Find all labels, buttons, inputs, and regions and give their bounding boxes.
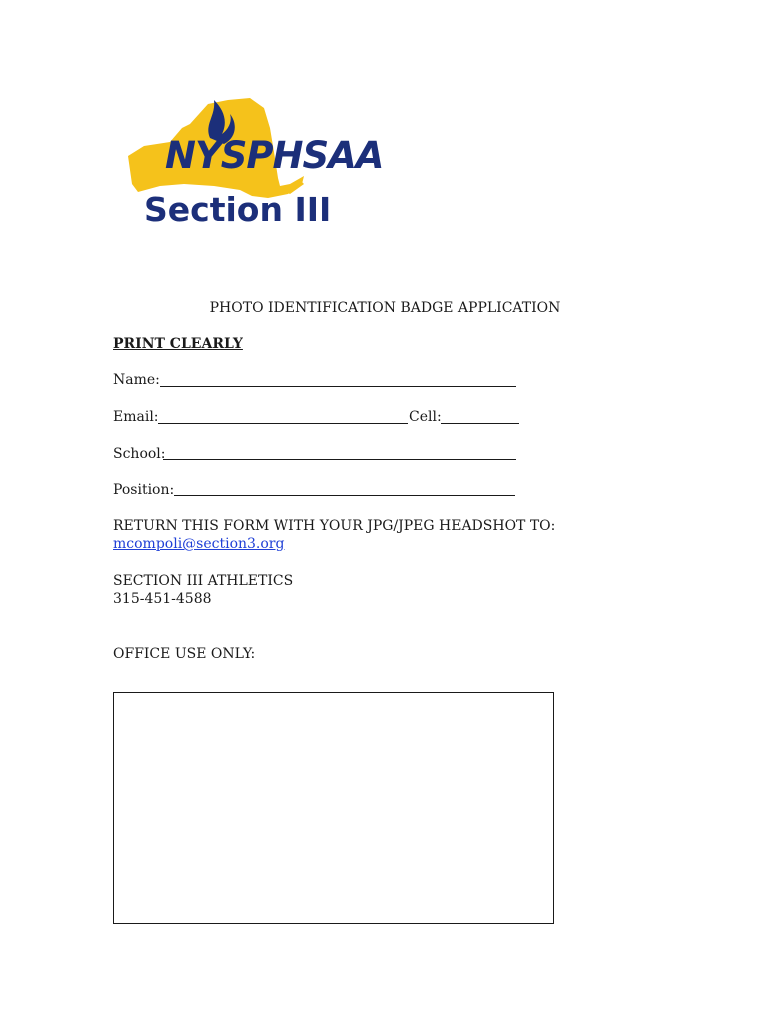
email-label: Email: [113,409,159,425]
cell-input-line[interactable] [441,423,519,424]
email-field-row [113,408,159,426]
school-input-line[interactable] [163,459,516,460]
contact-org: SECTION III ATHLETICS [113,573,294,589]
position-field-row [113,481,174,499]
position-label: Position: [113,482,175,498]
school-field-row [113,445,166,463]
logo-org-name: NYSPHSAA [165,134,384,177]
cell-field-row [409,408,442,426]
contact-phone: 315-451-4588 [113,591,212,607]
office-use-box [113,692,554,924]
logo-section-name: Section III [144,190,332,229]
name-label: Name: [113,372,160,388]
print-clearly-label: PRINT CLEARLY [113,336,243,352]
office-use-label: OFFICE USE ONLY: [113,646,256,662]
return-instructions: RETURN THIS FORM WITH YOUR JPG/JPEG HEADSHOT TO: [113,518,556,534]
return-email-link[interactable]: mcompoli@section3.org [113,536,285,552]
name-input-line[interactable] [160,386,516,387]
name-field-row [113,371,160,389]
cell-label: Cell: [409,409,442,425]
email-input-line[interactable] [158,423,408,424]
position-input-line[interactable] [174,495,515,496]
form-title: PHOTO IDENTIFICATION BADGE APPLICATION [209,300,561,316]
school-label: School: [113,446,166,462]
